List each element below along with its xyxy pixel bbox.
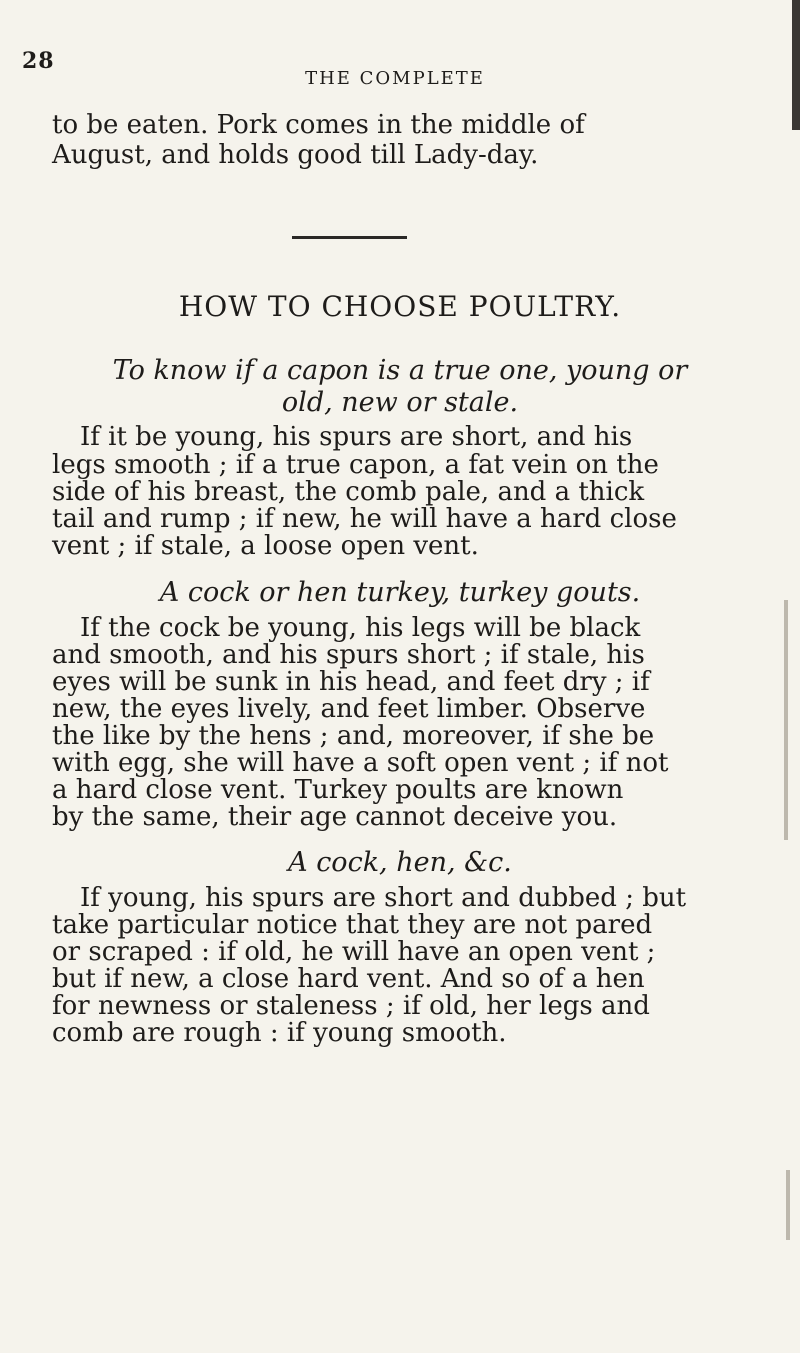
section-title: HOW TO CHOOSE POULTRY. (178, 290, 622, 323)
cock-body-line: comb are rough : if young smooth. (52, 1018, 507, 1048)
cock-heading: A cock, hen, &c. (288, 847, 512, 878)
page-edge-shadow (786, 1170, 790, 1240)
capon-heading: old, new or stale. (281, 387, 519, 418)
cock-body-line: for newness or staleness ; if old, her legs and (52, 991, 650, 1021)
section-divider (292, 236, 407, 239)
capon-heading: To know if a capon is a true one, young or (112, 355, 688, 386)
turkey-heading: A cock or hen turkey, turkey gouts. (159, 577, 641, 608)
intro-line: to be eaten. Pork comes in the middle of (52, 110, 585, 140)
capon-body-line: If it be young, his spurs are short, and his (80, 422, 633, 452)
page-edge-shadow (784, 600, 788, 840)
cock-body-line: take particular notice that they are not pared (52, 910, 653, 940)
turkey-body-line: with egg, she will have a soft open vent ; if not (52, 748, 669, 778)
turkey-body-line: a hard close vent. Turkey poults are known (52, 775, 624, 805)
intro-line: August, and holds good till Lady-day. (52, 140, 539, 170)
cock-body-line: but if new, a close hard vent. And so of a hen (52, 964, 645, 994)
page-number: 28 (22, 48, 55, 74)
turkey-body-line: and smooth, and his spurs short ; if stale, his (52, 640, 645, 670)
capon-body-line: side of his breast, the comb pale, and a thick (52, 477, 645, 507)
capon-body-line: vent ; if stale, a loose open vent. (52, 531, 479, 561)
turkey-body-line: If the cock be young, his legs will be black (80, 613, 641, 643)
capon-body-line: tail and rump ; if new, he will have a hard close (52, 504, 677, 534)
running-head: THE COMPLETE (305, 68, 485, 89)
turkey-body-line: by the same, their age cannot deceive you. (52, 802, 618, 832)
page-edge-shadow (792, 0, 800, 130)
cock-body-line: If young, his spurs are short and dubbed ; but (80, 883, 687, 913)
capon-body-line: legs smooth ; if a true capon, a fat vein on the (52, 450, 659, 480)
cock-body-line: or scraped : if old, he will have an open vent ; (52, 937, 656, 967)
turkey-body-line: new, the eyes lively, and feet limber. Observe (52, 694, 646, 724)
turkey-body-line: eyes will be sunk in his head, and feet dry ; if (52, 667, 650, 697)
turkey-body-line: the like by the hens ; and, moreover, if she be (52, 721, 655, 751)
